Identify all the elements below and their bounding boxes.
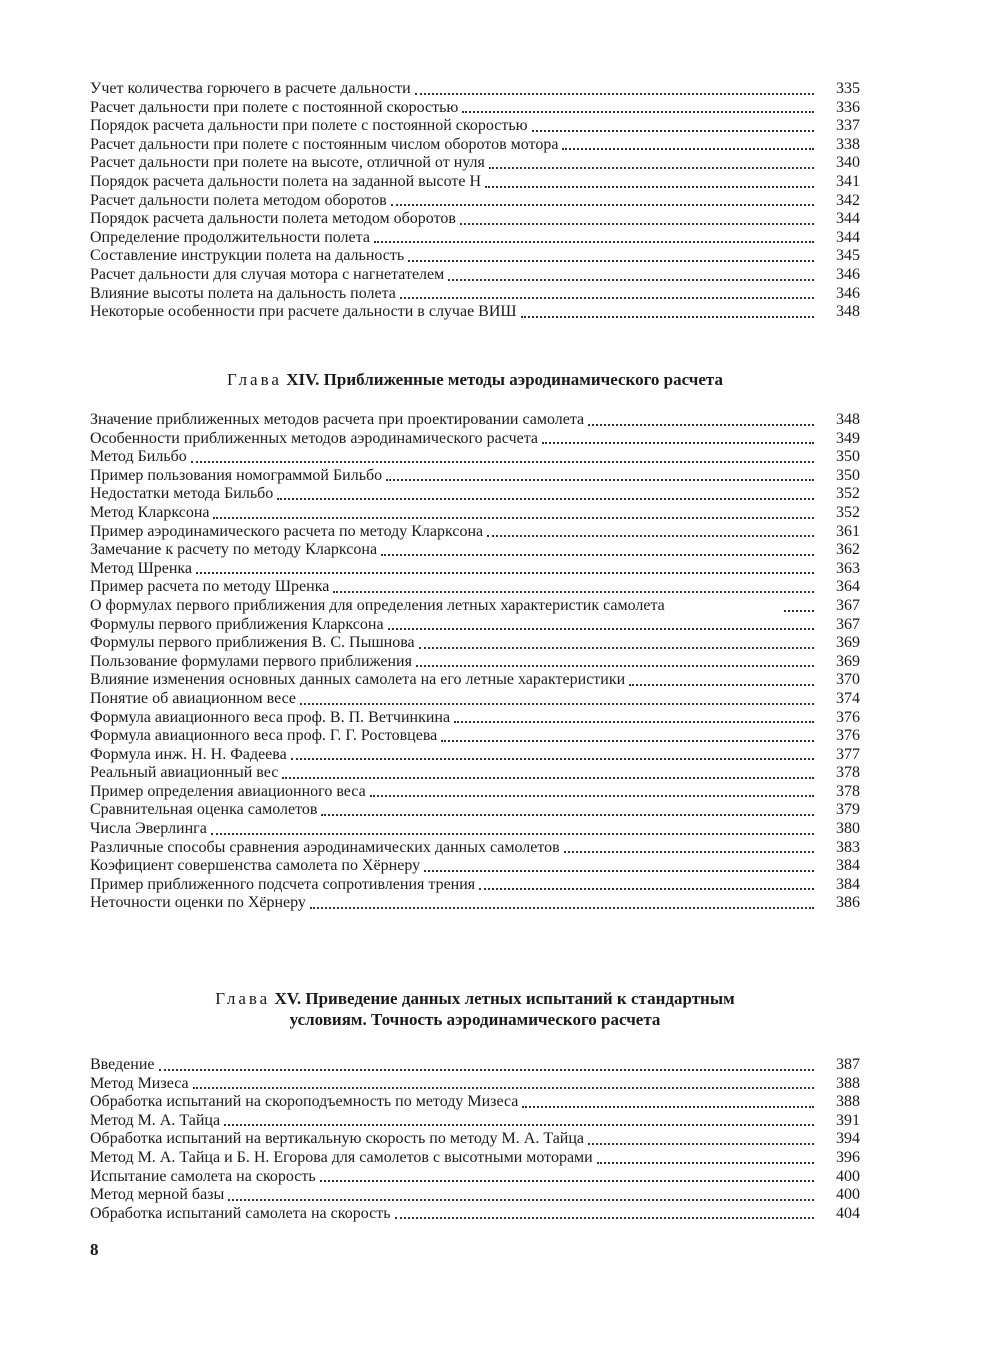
- dot-leader: [277, 497, 814, 500]
- toc-entry-page: 345: [836, 247, 860, 265]
- toc-entry: [90, 117, 860, 136]
- toc-entry-page: 377: [836, 745, 860, 763]
- toc-entry-page: 379: [836, 801, 860, 819]
- dot-leader: [597, 1161, 814, 1164]
- toc-entry-title: Пользование формулами первого приближения: [90, 652, 412, 670]
- toc-entry-title: Расчет дальности полета методом оборотов: [90, 191, 387, 209]
- dot-leader: [522, 1105, 814, 1108]
- dot-leader: [588, 423, 814, 426]
- dot-leader: [521, 315, 814, 318]
- toc-entry-title: Некоторые особенности при расчете дальности в случае ВИШ: [90, 303, 517, 321]
- toc-entry-page: 367: [836, 596, 860, 614]
- dot-leader: [460, 222, 814, 225]
- toc-entry: [90, 894, 860, 913]
- toc-entry: [90, 485, 860, 504]
- toc-entry: [90, 857, 860, 876]
- toc-entry: [90, 560, 860, 579]
- toc-entry-page: 388: [836, 1093, 860, 1111]
- toc-entry-title: Обработка испытаний самолета на скорость: [90, 1204, 391, 1222]
- toc-entry: [90, 303, 860, 322]
- toc-entry-title: Введение: [90, 1056, 155, 1073]
- toc-entry-title: Формулы первого приближения В. С. Пышнова: [90, 634, 415, 652]
- toc-entry-page: 386: [836, 894, 860, 912]
- toc-entry: [90, 210, 860, 229]
- toc-entry-page: 384: [836, 857, 860, 875]
- toc-entry: [90, 266, 860, 285]
- toc-entry-title: Сравнительная оценка самолетов: [90, 801, 318, 819]
- dot-leader: [224, 1123, 814, 1126]
- toc-entry-page: 336: [836, 98, 860, 116]
- toc-entry-page: 380: [836, 820, 860, 838]
- toc-entry-page: 340: [836, 154, 860, 172]
- toc-entry-title: Коэфициент совершенства самолета по Хёрнеру: [90, 857, 421, 875]
- toc-entry-page: 346: [836, 284, 860, 302]
- toc-entry-title: Числа Эверлинга: [90, 820, 207, 838]
- toc-entry-page: 344: [836, 210, 860, 228]
- toc-entry: [90, 690, 860, 709]
- dot-leader: [462, 110, 814, 113]
- dot-leader: [310, 906, 814, 909]
- toc-entry-page: 394: [836, 1130, 860, 1148]
- toc-entry-title: Понятие об авиационном весе: [90, 689, 297, 707]
- dot-leader: [479, 887, 814, 890]
- dot-leader: [441, 739, 814, 742]
- dot-leader: [629, 683, 814, 686]
- toc-entry: [90, 820, 860, 839]
- dot-leader: [370, 794, 814, 797]
- toc-entry: [90, 285, 860, 304]
- dot-leader: [211, 832, 814, 835]
- toc-entry: [90, 709, 860, 728]
- dot-leader: [386, 478, 814, 481]
- toc-entry-title: Пример приближенного подсчета сопротивления трения: [90, 875, 476, 893]
- dot-leader: [391, 203, 814, 206]
- toc-entry-title: Обработка испытаний на вертикальную скорость по методу М. А. Тайца: [90, 1130, 585, 1148]
- dot-leader: [485, 185, 814, 188]
- toc-entry-page: 361: [836, 522, 860, 540]
- toc-entry: [90, 173, 860, 192]
- toc-entry: [90, 504, 860, 523]
- dot-leader: [542, 441, 814, 444]
- toc-entry: [90, 1149, 860, 1168]
- toc-entry: [90, 746, 860, 765]
- dot-leader: [784, 609, 814, 612]
- dot-leader: [191, 460, 814, 463]
- toc-entry-title: Пример определения авиационного веса: [90, 782, 366, 800]
- toc-entry: [90, 541, 860, 560]
- toc-entry-title: Метод Бильбо: [90, 448, 187, 466]
- toc-section-3: [90, 1056, 860, 1223]
- toc-entry: [90, 783, 860, 802]
- toc-entry: [90, 876, 860, 895]
- toc-entry: [90, 671, 860, 690]
- toc-entry: [90, 578, 860, 597]
- dot-leader: [416, 664, 814, 667]
- toc-entry: [90, 430, 860, 449]
- toc-entry-page: 364: [836, 578, 860, 596]
- dot-leader: [320, 1179, 814, 1182]
- toc-entry-page: 348: [836, 411, 860, 428]
- dot-leader: [532, 129, 814, 132]
- toc-entry-title: Определение продолжительности полета: [90, 228, 370, 246]
- toc-entry-page: 367: [836, 615, 860, 633]
- toc-entry: [90, 1130, 860, 1149]
- toc-section-1: [90, 80, 860, 322]
- chapter-label: Глава: [227, 370, 282, 389]
- toc-entry-title: Неточности оценки по Хёрнеру: [90, 894, 306, 912]
- toc-entry-page: 337: [836, 117, 860, 135]
- toc-entry-page: 362: [836, 541, 860, 559]
- dot-leader: [400, 296, 814, 299]
- toc-entry-page: 341: [836, 172, 860, 190]
- toc-entry-page: 396: [836, 1148, 860, 1166]
- toc-entry: [90, 1112, 860, 1131]
- toc-entry: [90, 764, 860, 783]
- toc-entry-title: Формула авиационного веса проф. Г. Г. Ростовцева: [90, 727, 438, 745]
- toc-entry: [90, 1186, 860, 1205]
- toc-entry-title: Расчет дальности при полете с постоянным числом оборотов мотора: [90, 135, 559, 153]
- dot-leader: [321, 813, 814, 816]
- toc-entry-page: 388: [836, 1074, 860, 1092]
- toc-entry: [90, 448, 860, 467]
- toc-entry-page: 383: [836, 838, 860, 856]
- dot-leader: [228, 1198, 814, 1201]
- toc-entry: [90, 597, 860, 616]
- toc-entry-title: Влияние высоты полета на дальность полета: [90, 284, 396, 302]
- toc-entry-page: 391: [836, 1111, 860, 1129]
- toc-entry-title: Учет количества горючего в расчете дальности: [90, 80, 411, 97]
- toc-entry-title: Составление инструкции полета на дальность: [90, 247, 405, 265]
- toc-entry-page: 369: [836, 634, 860, 652]
- toc-entry: [90, 154, 860, 173]
- toc-entry-title: Обработка испытаний на скороподъемность по методу Мизеса: [90, 1093, 519, 1111]
- toc-entry-page: 400: [836, 1186, 860, 1204]
- toc-entry-title: Порядок расчета дальности полета на заданной высоте H: [90, 172, 482, 190]
- dot-leader: [374, 240, 814, 243]
- dot-leader: [564, 850, 814, 853]
- dot-leader: [448, 278, 814, 281]
- toc-entry-page: 370: [836, 671, 860, 689]
- toc-entry-title: Значение приближенных методов расчета при проектировании самолета: [90, 411, 585, 428]
- chapter-14-heading: [90, 369, 860, 390]
- toc-entry: [90, 1093, 860, 1112]
- toc-entry-page: 376: [836, 727, 860, 745]
- toc-entry-page: 348: [836, 303, 860, 321]
- toc-entry-page: 376: [836, 708, 860, 726]
- toc-entry-title: Расчет дальности при полете с постоянной скоростью: [90, 98, 459, 116]
- toc-entry-title: Метод Шренка: [90, 559, 193, 577]
- dot-leader: [213, 516, 814, 519]
- toc-entry: [90, 616, 860, 635]
- toc-entry-title: Замечание к расчету по методу Кларксона: [90, 541, 378, 559]
- toc-entry-title: Пример аэродинамического расчета по методу Кларксона: [90, 522, 484, 540]
- toc-entry-page: 352: [836, 503, 860, 521]
- toc-entry-title: Различные способы сравнения аэродинамических данных самолетов: [90, 838, 560, 856]
- toc-entry-page: 342: [836, 191, 860, 209]
- toc-entry-page: 363: [836, 559, 860, 577]
- dot-leader: [487, 534, 814, 537]
- dot-leader: [388, 627, 814, 630]
- toc-entry: [90, 136, 860, 155]
- toc-entry: [90, 653, 860, 672]
- toc-entry: [90, 523, 860, 542]
- toc-entry-title: Формулы первого приближения Кларксона: [90, 615, 384, 633]
- toc-entry-title: О формулах первого приближения для определения летных характеристик самолета: [90, 596, 665, 614]
- toc-entry-title: Влияние изменения основных данных самолета на его летные характеристики: [90, 671, 626, 689]
- toc-entry-title: Метод Кларксона: [90, 503, 210, 521]
- dot-leader: [588, 1142, 814, 1145]
- toc-entry: [90, 1056, 860, 1075]
- toc-entry-title: Недостатки метода Бильбо: [90, 485, 274, 503]
- toc-entry-page: 335: [836, 80, 860, 97]
- chapter-label: Глава: [215, 989, 271, 1008]
- chapter-title: XIV. Приближенные методы аэродинамического расчета: [286, 370, 723, 389]
- toc-entry-title: Пример пользования номограммой Бильбо: [90, 466, 383, 484]
- dot-leader: [333, 590, 814, 593]
- toc-entry-title: Расчет дальности для случая мотора с нагнетателем: [90, 265, 445, 283]
- toc-entry: [90, 192, 860, 211]
- dot-leader: [381, 553, 814, 556]
- toc-entry-page: 349: [836, 429, 860, 447]
- toc-entry: [90, 99, 860, 118]
- chapter-title-line1: XV. Приведение данных летных испытаний к стандартным: [274, 989, 735, 1008]
- toc-entry-title: Порядок расчета дальности полета методом оборотов: [90, 210, 456, 228]
- dot-leader: [415, 92, 814, 95]
- toc-entry-title: Метод Мизеса: [90, 1074, 189, 1092]
- chapter-title-line2: условиям. Точность аэродинамического расчета: [289, 1010, 661, 1029]
- toc-entry-title: Расчет дальности при полете на высоте, отличной от нуля: [90, 154, 485, 172]
- toc-entry-page: 352: [836, 485, 860, 503]
- toc-entry-page: 346: [836, 265, 860, 283]
- toc-entry-page: 374: [836, 689, 860, 707]
- toc-entry: [90, 411, 860, 430]
- toc-entry-page: 344: [836, 228, 860, 246]
- toc-entry-title: Формула инж. Н. Н. Фадеева: [90, 745, 287, 763]
- toc-entry-page: 404: [836, 1204, 860, 1222]
- dot-leader: [454, 720, 814, 723]
- dot-leader: [424, 869, 814, 872]
- toc-entry-page: 338: [836, 135, 860, 153]
- toc-entry: [90, 1075, 860, 1094]
- toc-entry: [90, 229, 860, 248]
- dot-leader: [419, 646, 814, 649]
- toc-entry-title: Формула авиационного веса проф. В. П. Ветчинкина: [90, 708, 451, 726]
- toc-entry-page: 369: [836, 652, 860, 670]
- dot-leader: [489, 166, 814, 169]
- dot-leader: [196, 571, 814, 574]
- toc-entry-title: Порядок расчета дальности при полете с постоянной скоростью: [90, 117, 528, 135]
- dot-leader: [291, 757, 814, 760]
- toc-entry-page: 400: [836, 1167, 860, 1185]
- toc-entry: [90, 801, 860, 820]
- toc-entry-title: Метод М. А. Тайца и Б. Н. Егорова для самолетов с высотными моторами: [90, 1148, 593, 1166]
- toc-entry: [90, 80, 860, 99]
- page-number: 8: [90, 1240, 99, 1259]
- toc-entry: [90, 727, 860, 746]
- toc-entry-title: Особенности приближенных методов аэродинамического расчета: [90, 429, 538, 447]
- toc-entry-title: Метод М. А. Тайца: [90, 1111, 221, 1129]
- dot-leader: [395, 1216, 814, 1219]
- toc-entry: [90, 634, 860, 653]
- toc-entry-page: 387: [836, 1056, 860, 1073]
- toc-entry-page: 378: [836, 764, 860, 782]
- toc-entry: [90, 839, 860, 858]
- toc-entry-page: 378: [836, 782, 860, 800]
- toc-entry-page: 350: [836, 448, 860, 466]
- dot-leader: [408, 259, 814, 262]
- toc-section-2: [90, 411, 860, 913]
- toc-entry-page: 350: [836, 466, 860, 484]
- toc-entry: [90, 467, 860, 486]
- toc-entry-page: 384: [836, 875, 860, 893]
- dot-leader: [159, 1068, 815, 1071]
- dot-leader: [300, 702, 814, 705]
- toc-entry-title: Испытание самолета на скорость: [90, 1167, 316, 1185]
- chapter-15-heading: [90, 988, 860, 1030]
- toc-entry-title: Реальный авиационный вес: [90, 764, 279, 782]
- toc-entry-title: Пример расчета по методу Шренка: [90, 578, 330, 596]
- toc-entry: [90, 1168, 860, 1187]
- dot-leader: [193, 1086, 814, 1089]
- toc-entry: [90, 247, 860, 266]
- toc-entry: [90, 1205, 860, 1224]
- dot-leader: [562, 147, 814, 150]
- toc-entry-title: Метод мерной базы: [90, 1186, 225, 1204]
- dot-leader: [282, 776, 814, 779]
